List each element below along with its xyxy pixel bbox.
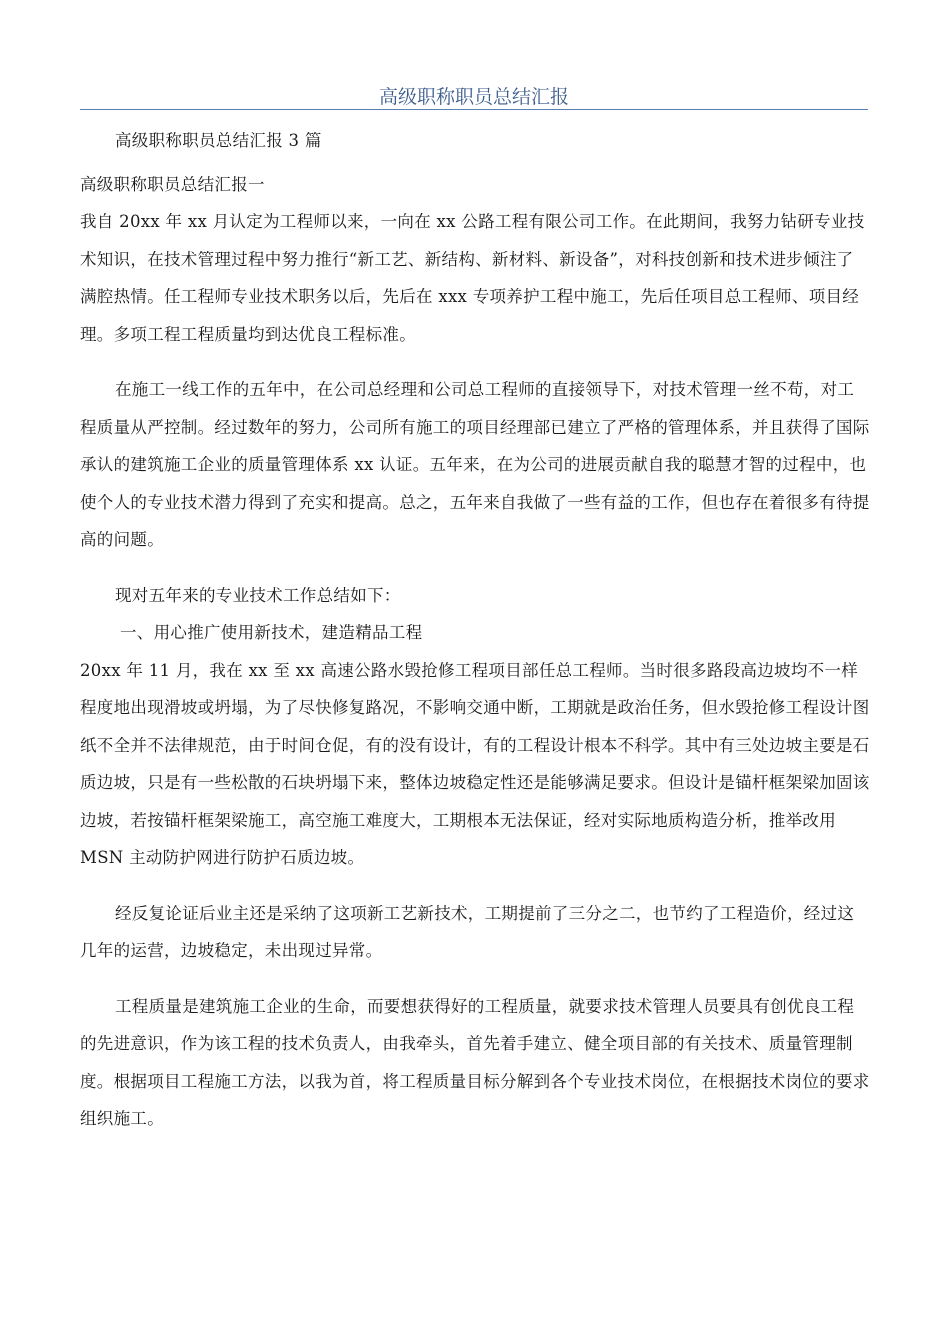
header-divider [80,109,868,110]
paragraph-5: 经反复论证后业主还是采纳了这项新工艺新技术，工期提前了三分之二，也节约了工程造价，经过这几年的运营，边坡稳定，未出现过异常。 [80,903,855,960]
paragraph-2: 在施工一线工作的五年中，在公司总经理和公司总工程师的直接领导下，对技术管理一丝不苟，对工程质量从严控制。经过数年的努力，公司所有施工的项目经理部已建立了严格的管理体系，并且获得了国际承认的建筑施工企业的质量管理体系 xx 认证。五年来，在为公司的进展贡献自我的聪慧才智的过程中，也使个人的专业技术潜力得到了充实和提高。总之，五年来自我做了一些有益的工作，但也存在着很多有待提高的问题。 [80,380,870,549]
paragraph-1: 我自 20xx 年 xx 月认定为工程师以来，一向在 xx 公路工程有限公司工作。在此期间，我努力钻研专业技术知识，在技术管理过程中努力推行“新工艺、新结构、新材料、新设备”，对科技创新和技术进步倾注了满腔热情。任工程师专业技术职务以后，先后在 xxx 专项养护工程中施工，先后任项目总工程师、项目经理。多项工程工程质量均到达优良工程标准。 [80,212,865,344]
paragraph-6: 工程质量是建筑施工企业的生命，而要想获得好的工程质量，就要求技术管理人员要具有创优良工程的先进意识，作为该工程的技术负责人，由我牵头，首先着手建立、健全项目部的有关技术、质量管理制度。根据项目工程施工方法，以我为首，将工程质量目标分解到各个专业技术岗位，在根据技术岗位的要求组织施工。 [80,996,870,1128]
document-body [80,122,870,1138]
page-header-title: 高级职称职员总结汇报 [378,86,569,108]
paragraph-4: 20xx 年 11 月，我在 xx 至 xx 高速公路水毁抢修工程项目部任总工程师。当时很多路段高边坡均不一样程度地出现滑坡或坍塌，为了尽快修复路况，不影响交通中断，工期就是政治任务，但水毁抢修工程设计图纸不全并不法律规范，由于时间仓促，有的没有设计，有的工程设计根本不科学。其中有三处边坡主要是石质边坡，只是有一些松散的石块坍塌下来，整体边坡稳定性还是能够满足要求。但设计是锚杆框架梁加固该边坡，若按锚杆框架梁施工，高空施工难度大，工期根本无法保证，经对实际地质构造分析，推举改用 MSN 主动防护网进行防护石质边坡。 [80,660,870,867]
paragraph-3: 现对五年来的专业技术工作总结如下： [115,585,401,605]
document-subtitle: 高级职称职员总结汇报 3 篇 [115,131,322,150]
section-heading-1: 一、用心推广使用新技术，建造精品工程 [120,623,423,642]
section-title: 高级职称职员总结汇报一 [80,174,265,194]
